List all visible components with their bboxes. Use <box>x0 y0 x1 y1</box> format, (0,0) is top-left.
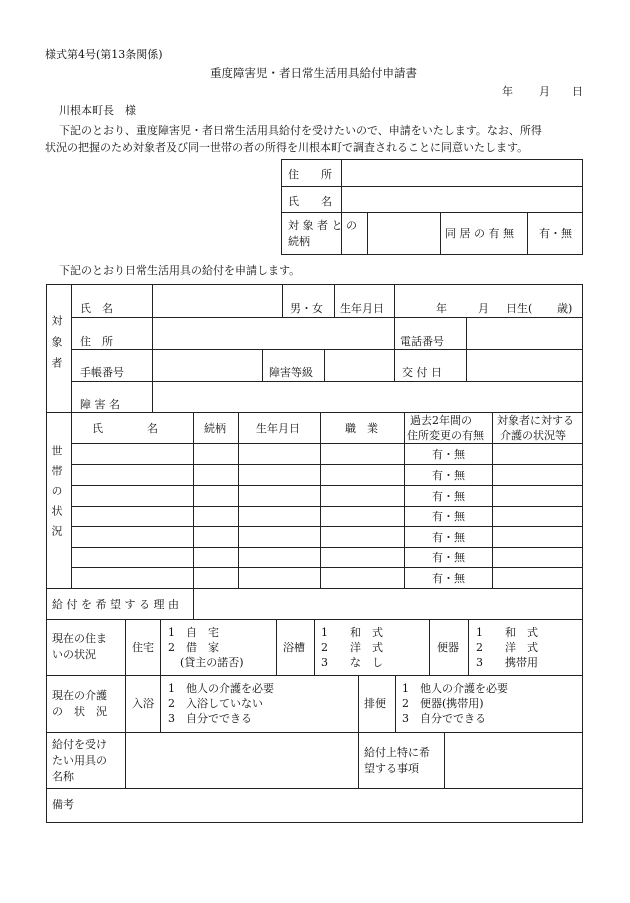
subject-address-label: 住 所 <box>80 335 113 348</box>
form-title: 重度障害児・者日常生活用具給付申請書 <box>210 66 417 80</box>
subject-birth-year: 年 <box>436 302 447 315</box>
remarks-label: 備考 <box>52 798 74 811</box>
reason-label: 給 付 を 希 望 す る 理 由 <box>52 598 179 611</box>
main-form-box <box>46 284 583 823</box>
household-col-job: 職 業 <box>345 422 378 435</box>
date-year: 年 <box>502 85 513 98</box>
household-col-relation: 続柄 <box>204 422 226 435</box>
subject-birth-day: 日生( <box>506 302 533 315</box>
care-bath-opt-1[interactable]: 1 他人の介護を必要 <box>168 682 274 695</box>
care-toilet-label: 排便 <box>364 697 386 710</box>
household-row-moved[interactable]: 有・無 <box>432 469 465 482</box>
applicant-name-label: 氏 名 <box>288 195 332 208</box>
subject-birth-label: 生年月日 <box>340 302 384 315</box>
form-number: 様式第4号(第13条関係) <box>45 48 163 61</box>
bathtub-opt-2[interactable]: 2 洋 式 <box>321 641 383 654</box>
care-toilet-opt-1[interactable]: 1 他人の介護を必要 <box>402 682 508 695</box>
applicant-address-label: 住 所 <box>288 168 332 181</box>
subject-phone-label: 電話番号 <box>400 335 444 348</box>
house-opt-1[interactable]: 1 自 宅 <box>168 626 219 639</box>
subject-birth-month: 月 <box>478 302 489 315</box>
subject-disability-name-label: 障 害 名 <box>80 398 120 411</box>
care-label-2: の 状 況 <box>52 705 107 718</box>
subject-birth-age: 歳) <box>557 302 573 315</box>
bathtub-opt-3[interactable]: 3 な し <box>321 656 383 669</box>
household-col-care-2: 介護の状況等 <box>500 429 566 442</box>
household-col-birth: 生年月日 <box>256 422 300 435</box>
subject-name-label: 氏 名 <box>80 302 113 315</box>
household-row-moved[interactable]: 有・無 <box>432 448 465 461</box>
household-side-label: 世帯の状況 <box>50 445 63 545</box>
house-opt-2[interactable]: 2 借 家 <box>168 641 219 654</box>
addressee: 川根本町長 様 <box>59 104 136 117</box>
bathtub-label: 浴槽 <box>283 641 305 654</box>
toilet-opt-2[interactable]: 2 洋 式 <box>476 641 538 654</box>
intro-line-2: 状況の把握のため対象者及び同一世帯の者の所得を川根本町で調査されることに同意いたします。 <box>45 141 529 154</box>
care-toilet-opt-2[interactable]: 2 便器(携帯用) <box>402 697 484 710</box>
cohabit-value[interactable]: 有・無 <box>539 227 572 240</box>
bathtub-opt-1[interactable]: 1 和 式 <box>321 626 383 639</box>
house-opt-3: (貸主の諾否) <box>180 656 244 669</box>
date-day: 日 <box>572 85 583 98</box>
request-line: 下記のとおり日常生活用具の給付を申請します。 <box>59 264 301 277</box>
household-col-care-1: 対象者に対する <box>497 414 574 427</box>
household-row-moved[interactable]: 有・無 <box>432 551 465 564</box>
care-toilet-opt-3[interactable]: 3 自分でできる <box>402 712 486 725</box>
subject-side-label: 対象者 <box>50 315 63 378</box>
household-row-moved[interactable]: 有・無 <box>432 510 465 523</box>
equipment-label-3: 名称 <box>52 770 74 783</box>
subject-sex-value[interactable]: 男・女 <box>290 302 323 315</box>
household-row-moved[interactable]: 有・無 <box>432 572 465 585</box>
household-row-moved[interactable]: 有・無 <box>432 531 465 544</box>
household-col-moved-2: 住所変更の有無 <box>407 429 484 442</box>
equipment-request-label-1: 給付上特に希 <box>364 746 430 759</box>
subject-handbook-label: 手帳番号 <box>80 366 124 379</box>
household-col-moved-1: 過去2年間の <box>410 414 472 427</box>
care-label-1: 現在の介護 <box>52 689 107 702</box>
intro-line-1: 下記のとおり、重度障害児・者日常生活用具給付を受けたいので、申請をいたします。なお、所得 <box>59 124 542 137</box>
equipment-label-2: たい用具の <box>52 754 107 767</box>
toilet-opt-3[interactable]: 3 携帯用 <box>476 656 538 669</box>
subject-grade-label: 障害等級 <box>269 366 313 379</box>
date-month: 月 <box>539 85 550 98</box>
relation-label-2: 続柄 <box>288 235 310 248</box>
household-row-moved[interactable]: 有・無 <box>432 490 465 503</box>
housing-label-1: 現在の住ま <box>52 632 107 645</box>
care-bath-opt-2[interactable]: 2 入浴していない <box>168 697 263 710</box>
equipment-request-label-2: 望する事項 <box>364 762 419 775</box>
toilet-label: 便器 <box>437 641 459 654</box>
care-bath-label: 入浴 <box>132 697 154 710</box>
house-label: 住宅 <box>132 641 154 654</box>
relation-label-1: 対 象 者 と の <box>288 219 357 232</box>
cohabit-label: 同 居 の 有 無 <box>445 227 514 240</box>
equipment-label-1: 給付を受け <box>52 738 107 751</box>
subject-issue-date-label: 交 付 日 <box>402 366 442 379</box>
toilet-opt-1[interactable]: 1 和 式 <box>476 626 538 639</box>
care-bath-opt-3[interactable]: 3 自分でできる <box>168 712 252 725</box>
household-col-name: 氏 名 <box>92 422 158 435</box>
housing-label-2: いの状況 <box>52 648 96 661</box>
